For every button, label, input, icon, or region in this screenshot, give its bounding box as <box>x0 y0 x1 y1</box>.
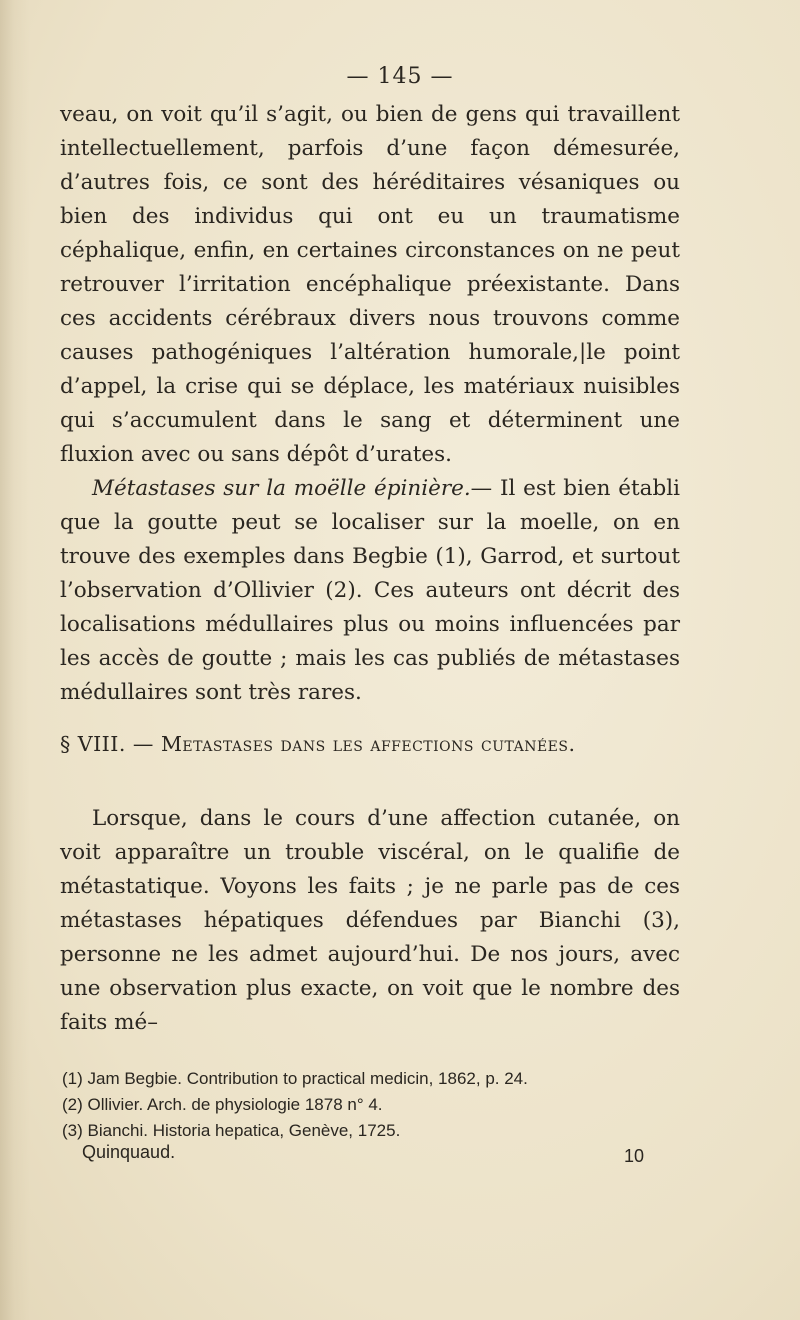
paragraph-heading-italic: Métastases sur la moëlle épinière. <box>92 476 471 501</box>
page-number: — 145 — <box>346 64 454 89</box>
paragraph-spinal-metastases <box>60 472 680 710</box>
printer-signature: Quinquaud. <box>82 1142 176 1162</box>
paragraph-text: Lorsque, dans le cours d’une affection cutanée, on voit apparaître un trouble viscéral, on le qualifie de métastatique. Voyons les faits ; je ne parle pas de ces métastases hépatiques défendues par Bianchi (3), personne ne les admet aujourd’hui. De nos jours, avec une observation plus exacte, on voit que le nombre des faits mé– <box>60 806 680 1035</box>
sheet-number: 10 <box>623 1146 644 1166</box>
footnote: (3) Bianchi. Historia hepatica, Genève, 1725. <box>62 1121 401 1140</box>
footnotes <box>62 1066 672 1144</box>
paragraph-text: veau, on voit qu’il s’agit, ou bien de gens qui travaillent intellectuellement, parfois d’une façon démesurée, d’autres fois, ce sont des héréditaires vésaniques ou bien des individus qui ont eu un traumatisme céphalique, enfin, en certaines circonstances on ne peut retrouver l’irritation encéphalique préexistante. Dans ces accidents cérébraux divers nous trouvons comme causes pathogéniques l’altération humorale,|le point d’appel, la crise qui se déplace, les matériaux nuisibles qui s’accumulent dans le sang et déterminent une fluxion avec ou sans dépôt d’urates. <box>60 102 680 467</box>
paragraph-continuation <box>60 98 680 472</box>
footnote: (2) Ollivier. Arch. de physiologie 1878 n° 4. <box>62 1095 383 1114</box>
section-heading <box>60 732 680 756</box>
paragraph-cutaneous <box>60 802 680 1040</box>
section-number: § VIII. — <box>60 732 154 756</box>
section-title: Metastases dans les affections cutanées. <box>160 732 576 756</box>
paragraph-text: — Il est bien établi que la goutte peut se localiser sur la moelle, on en trouve des exemples dans Begbie (1), Garrod, et surtout l’observation d’Ollivier (2). Ces auteurs ont décrit des localisations médullaires plus ou moins influencées par les accès de goutte ; mais les cas publiés de métastases médullaires sont très rares. <box>60 476 681 705</box>
footnote: (1) Jam Begbie. Contribution to practical medicin, 1862, p. 24. <box>62 1069 528 1088</box>
